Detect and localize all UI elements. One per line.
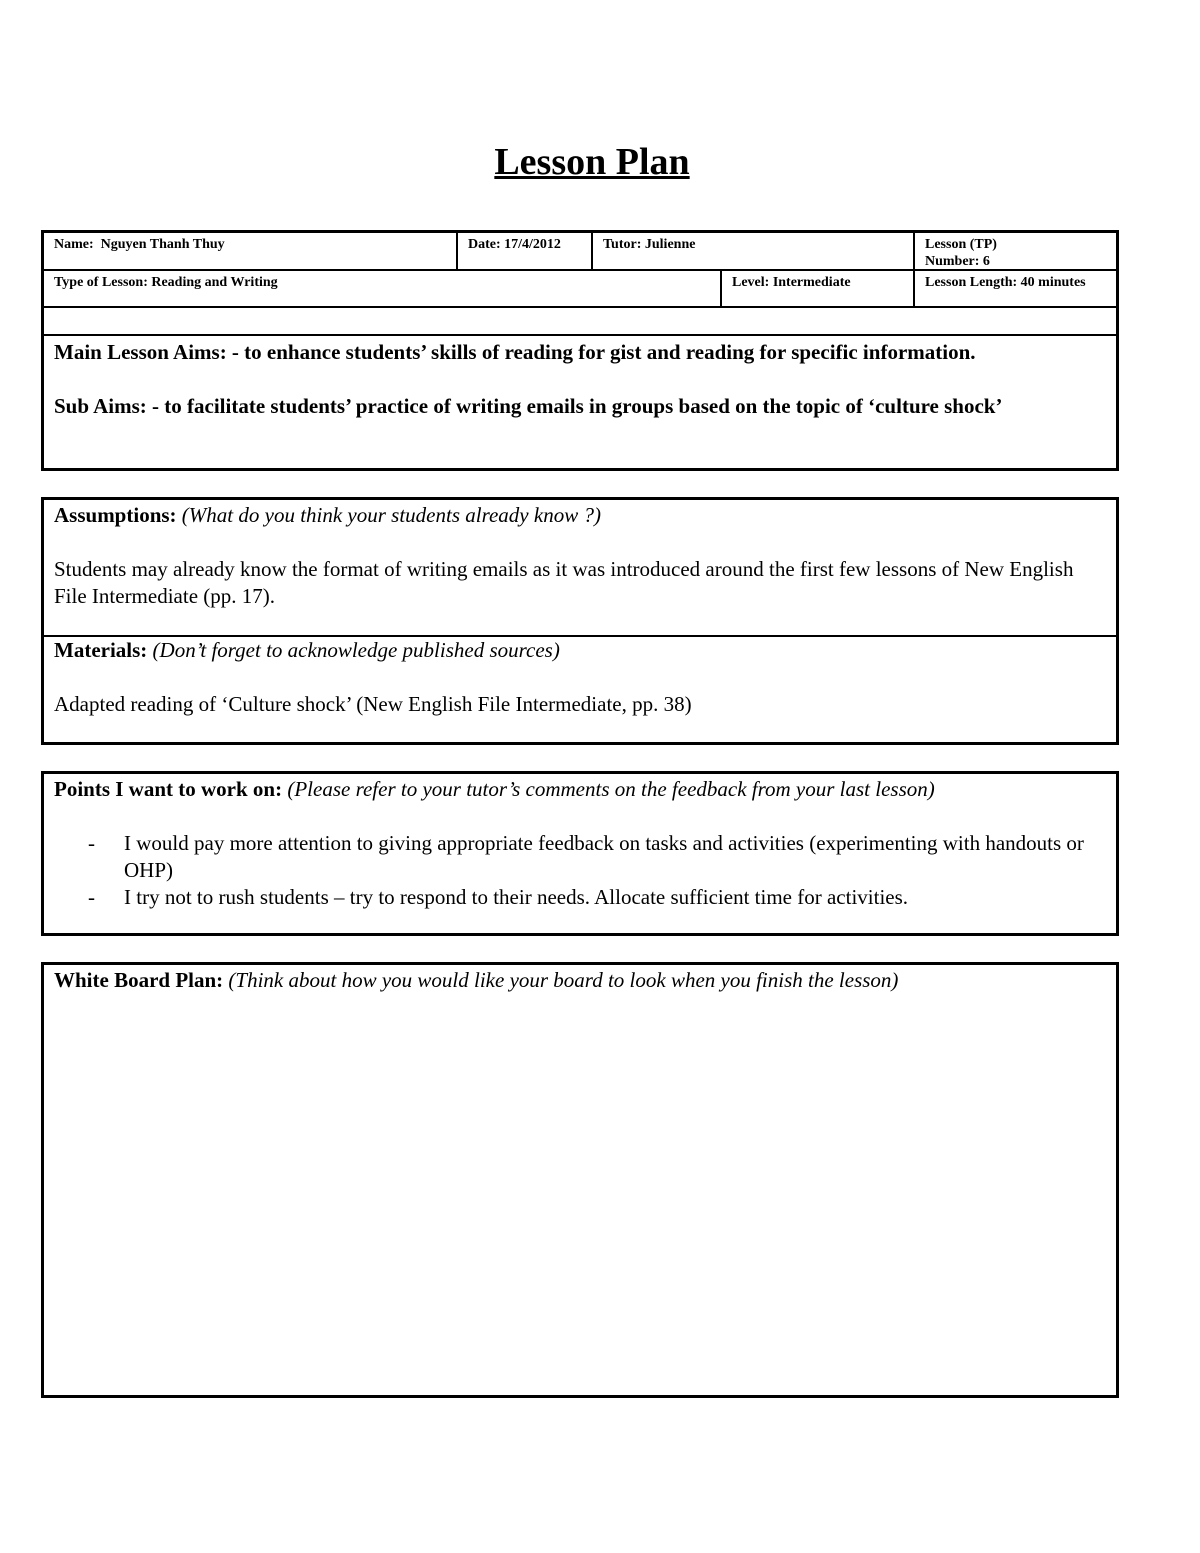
type-cell: Type of Lesson: Reading and Writing bbox=[54, 275, 278, 290]
lesson-tp: Lesson (TP) bbox=[925, 237, 997, 252]
assumptions-materials-box bbox=[41, 497, 1119, 745]
whiteboard-cell bbox=[44, 965, 1116, 996]
page-title: Lesson Plan bbox=[494, 141, 690, 183]
list-item: - I would pay more attention to giving appropriate feedback on tasks and activities (experimenting with handouts or OHP) bbox=[88, 831, 1084, 882]
list-item: - I try not to rush students – try to respond to their needs. Allocate sufficient time for activities. bbox=[88, 885, 909, 909]
points-label: Points I want to work on: bbox=[54, 777, 283, 801]
lesson-number-cell bbox=[915, 233, 1115, 270]
name-cell bbox=[44, 233, 458, 270]
assumptions-cell bbox=[44, 500, 1116, 612]
materials-text: Adapted reading of ‘Culture shock’ (New English File Intermediate, pp. 38) bbox=[54, 692, 692, 716]
level-cell: Level: Intermediate bbox=[732, 275, 851, 290]
assumptions-label: Assumptions: bbox=[54, 503, 177, 527]
aims-cell bbox=[44, 337, 1116, 422]
name-value: Nguyen Thanh Thuy bbox=[100, 237, 225, 252]
length-cell: Lesson Length: 40 minutes bbox=[925, 275, 1086, 290]
tutor-cell: Tutor: Julienne bbox=[603, 237, 696, 252]
points-box bbox=[41, 771, 1119, 936]
whiteboard-box bbox=[41, 962, 1119, 1398]
assumptions-text: Students may already know the format of writing emails as it was introduced around the first few lessons of New English File Intermediate (pp. 17). bbox=[54, 557, 1074, 608]
points-cell bbox=[44, 774, 1116, 913]
sub-aims: Sub Aims: - to facilitate students’ practice of writing emails in groups based on the topic of ‘culture shock’ bbox=[54, 394, 1003, 418]
whiteboard-hint: (Think about how you would like your board to look when you finish the lesson) bbox=[228, 968, 899, 992]
points-hint: (Please refer to your tutor’s comments on the feedback from your last lesson) bbox=[287, 777, 935, 801]
assumptions-hint: (What do you think your students already know ?) bbox=[181, 503, 601, 527]
whiteboard-label: White Board Plan: bbox=[54, 968, 224, 992]
main-aims: Main Lesson Aims: - to enhance students’ skills of reading for gist and reading for specific information. bbox=[54, 340, 976, 364]
name-label: Name: bbox=[54, 237, 94, 252]
materials-cell bbox=[44, 637, 1116, 718]
lesson-info-table bbox=[41, 230, 1119, 471]
lesson-number: Number: 6 bbox=[925, 254, 990, 269]
materials-label: Materials: bbox=[54, 638, 148, 662]
date-cell: Date: 17/4/2012 bbox=[468, 237, 561, 252]
materials-hint: (Don’t forget to acknowledge published sources) bbox=[152, 638, 560, 662]
